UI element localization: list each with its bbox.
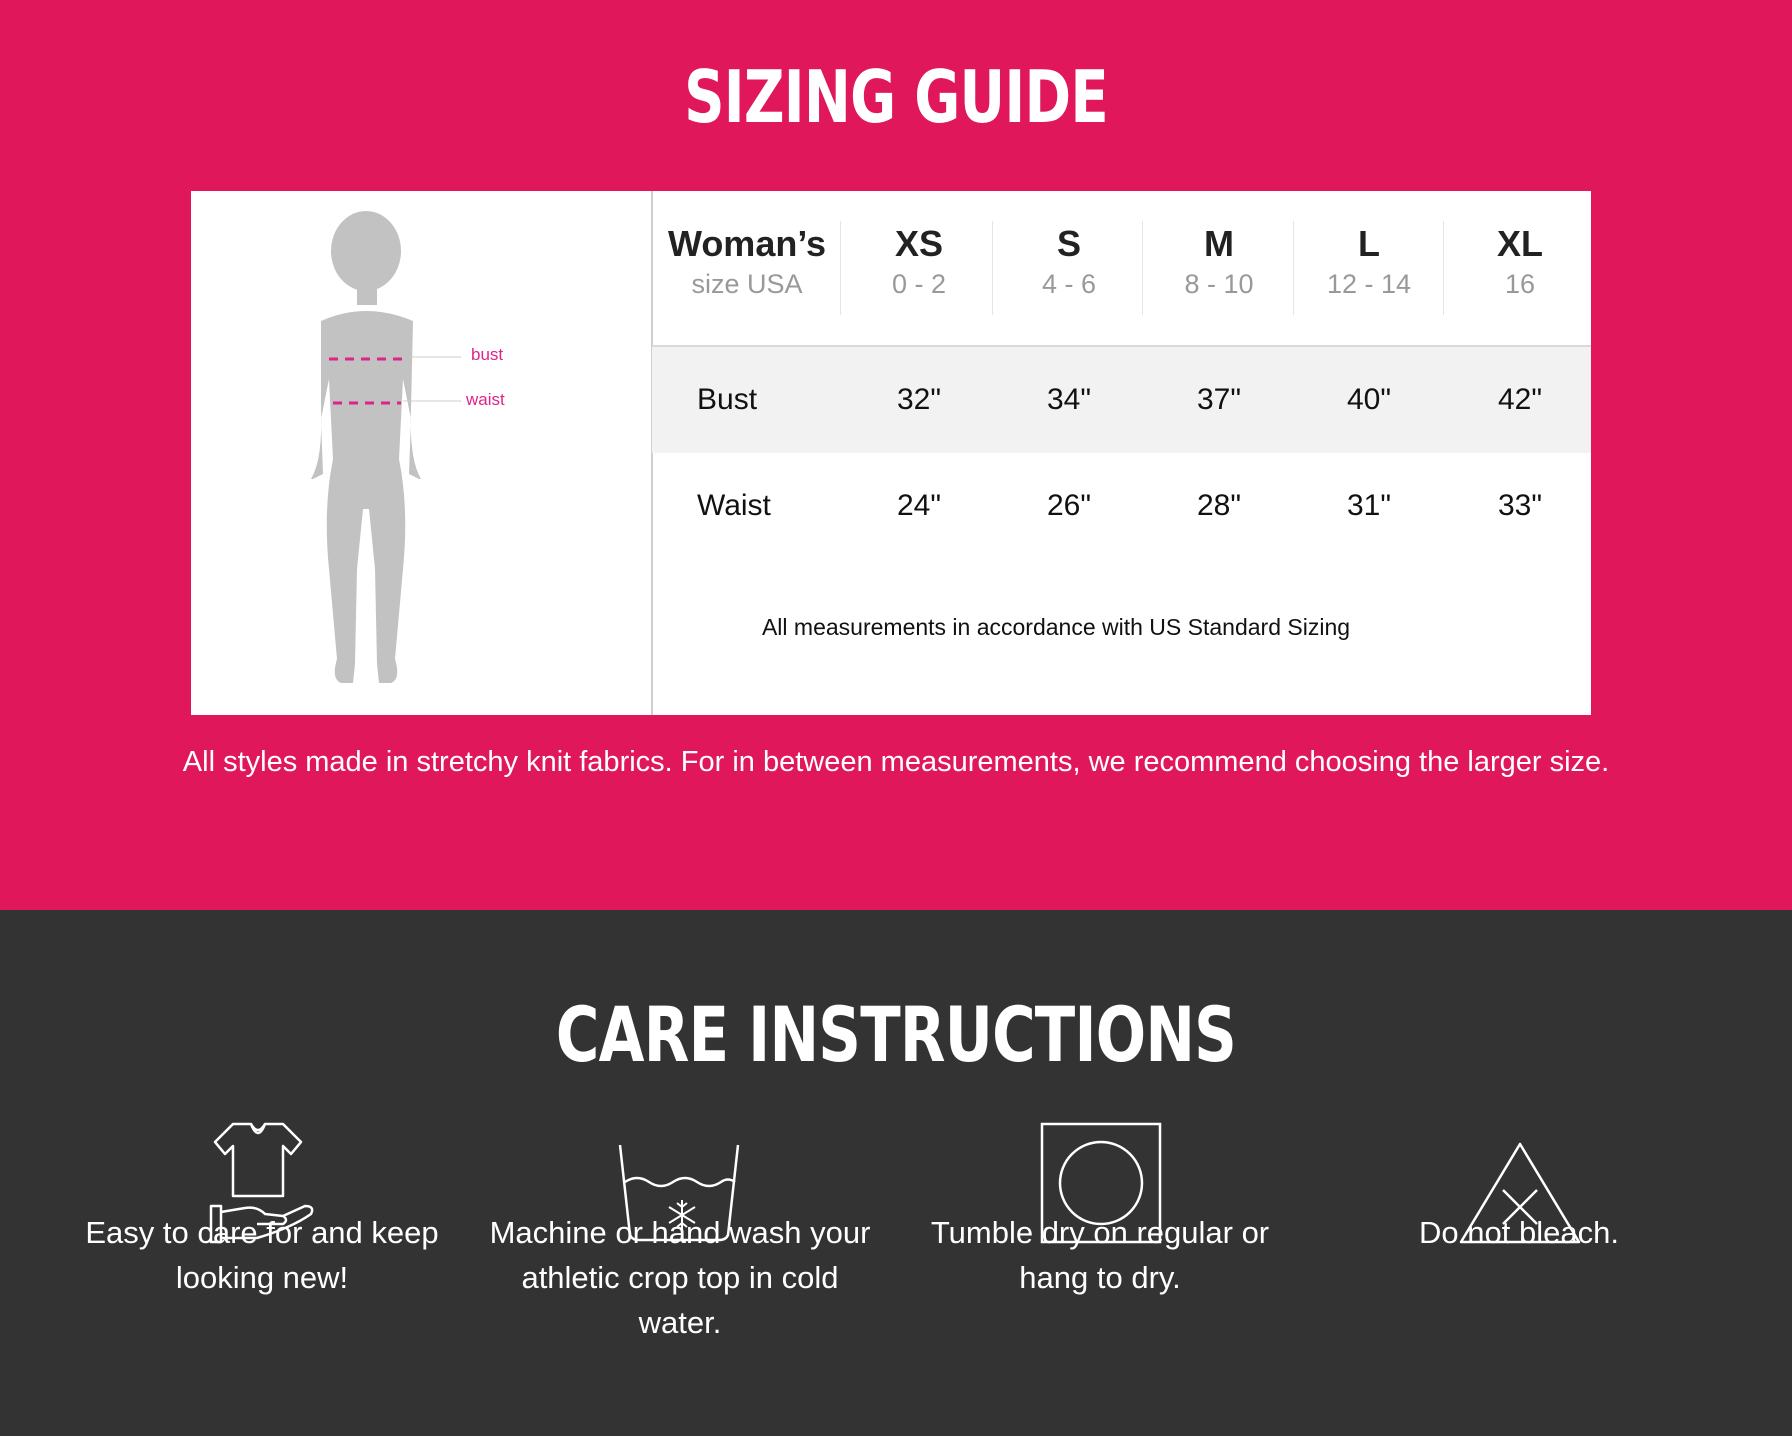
size-label: XL <box>1496 223 1543 264</box>
size-range: 8 - 10 <box>1184 269 1254 299</box>
header-divider <box>1443 221 1444 315</box>
size-header-xs <box>844 221 994 300</box>
womens-label: Woman’s <box>667 223 827 264</box>
size-header-s <box>994 221 1144 300</box>
body-figure-panel <box>191 191 653 715</box>
care-text-wash: Machine or hand wash your athletic crop top in cold water. <box>489 1215 871 1340</box>
care-instructions-title: CARE INSTRUCTIONS <box>555 990 1237 1079</box>
table-row-bust <box>652 347 1591 453</box>
size-label: L <box>1358 223 1380 264</box>
sizing-guide-title: SIZING GUIDE <box>684 55 1108 139</box>
table-cell: 26" <box>1046 489 1092 522</box>
care-text-easy-care: Easy to care for and keep looking new! <box>85 1215 439 1295</box>
header-divider <box>840 221 841 315</box>
table-cell: 28" <box>1196 489 1242 522</box>
size-header-l <box>1294 221 1444 300</box>
size-range: 16 <box>1504 269 1536 299</box>
table-cell: 31" <box>1346 489 1392 522</box>
bust-figure-label: bust <box>471 345 504 364</box>
table-row-waist <box>652 453 1591 559</box>
size-header-xl <box>1445 221 1595 300</box>
size-range: 0 - 2 <box>891 269 947 299</box>
size-range: 12 - 14 <box>1326 269 1412 299</box>
table-cell: 42" <box>1497 383 1543 416</box>
measurement-note: All measurements in accordance with US Standard Sizing <box>761 614 1351 640</box>
size-label: M <box>1204 223 1234 264</box>
table-cell: 37" <box>1196 383 1242 416</box>
care-text-bleach: Do not bleach. <box>1419 1215 1619 1250</box>
row-label: Waist <box>697 489 771 522</box>
header-divider <box>1142 221 1143 315</box>
fabric-note: All styles made in stretchy knit fabrics. For in between measurements, we recommend choosing the larger size. <box>182 746 1610 778</box>
waist-figure-label: waist <box>466 390 505 409</box>
size-usa-label: size USA <box>691 269 803 299</box>
header-divider <box>992 221 993 315</box>
size-label: S <box>1056 223 1081 264</box>
size-table <box>652 191 1591 715</box>
care-text-dry: Tumble dry on regular or hang to dry. <box>930 1215 1270 1295</box>
size-range: 4 - 6 <box>1041 269 1097 299</box>
size-header-m <box>1144 221 1294 300</box>
table-cell: 33" <box>1497 489 1543 522</box>
body-silhouette-icon <box>291 209 531 699</box>
table-cell: 32" <box>896 383 942 416</box>
size-header-label <box>652 221 842 300</box>
size-label: XS <box>894 223 944 264</box>
table-cell: 34" <box>1046 383 1092 416</box>
table-cell: 40" <box>1346 383 1392 416</box>
row-label: Bust <box>697 383 758 416</box>
sizing-card <box>191 191 1591 715</box>
table-cell: 24" <box>896 489 942 522</box>
